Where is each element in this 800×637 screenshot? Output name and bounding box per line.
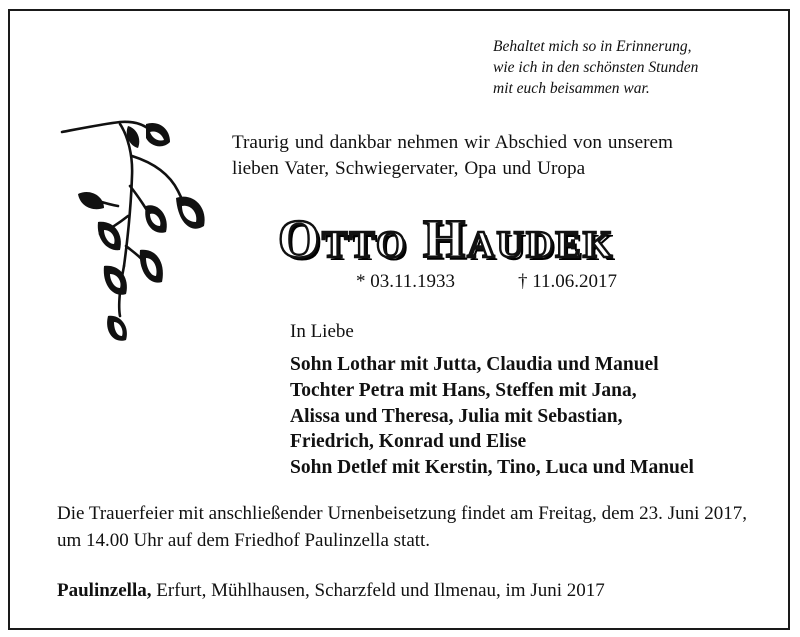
motto-line: Behaltet mich so in Erinnerung,	[493, 38, 692, 55]
deceased-name: Otto Haudek	[278, 209, 615, 269]
place-rest: Erfurt, Mühlhausen, Scharzfeld und Ilmenau, im Juni 2017	[151, 580, 605, 601]
family-line: Sohn Lothar mit Jutta, Claudia und Manuel	[290, 354, 659, 375]
place-name: Paulinzella,	[57, 580, 152, 601]
motto-line: mit euch beisammen war.	[493, 80, 650, 97]
in-love-label: In Liebe	[290, 321, 354, 342]
death-date: † 11.06.2017	[518, 271, 618, 292]
intro-line: lieben Vater, Schwiegervater, Opa und Uropa	[232, 158, 586, 179]
birth-date: * 03.11.1933	[356, 271, 456, 292]
birch-branch-icon	[58, 116, 218, 356]
place-date-line	[57, 580, 605, 602]
family-line: Sohn Detlef mit Kerstin, Tino, Luca und Manuel	[290, 457, 694, 479]
family-line: Alissa und Theresa, Julia mit Sebastian,	[290, 405, 623, 427]
motto-verse	[493, 36, 698, 99]
motto-line: wie ich in den schönsten Stunden	[493, 59, 699, 76]
family-list	[290, 352, 694, 481]
funeral-notice: Die Trauerfeier mit anschließender Urnenbeisetzung findet am Freitag, dem 23. Juni 2017, um 14.00 Uhr auf dem Friedhof Paulinzella statt.	[57, 503, 747, 551]
intro-line: Traurig und dankbar nehmen wir Abschied von unserem	[232, 132, 673, 153]
family-line: Tochter Petra mit Hans, Steffen mit Jana,	[290, 379, 637, 401]
intro-text	[232, 130, 673, 182]
family-line: Friedrich, Konrad und Elise	[290, 431, 527, 453]
